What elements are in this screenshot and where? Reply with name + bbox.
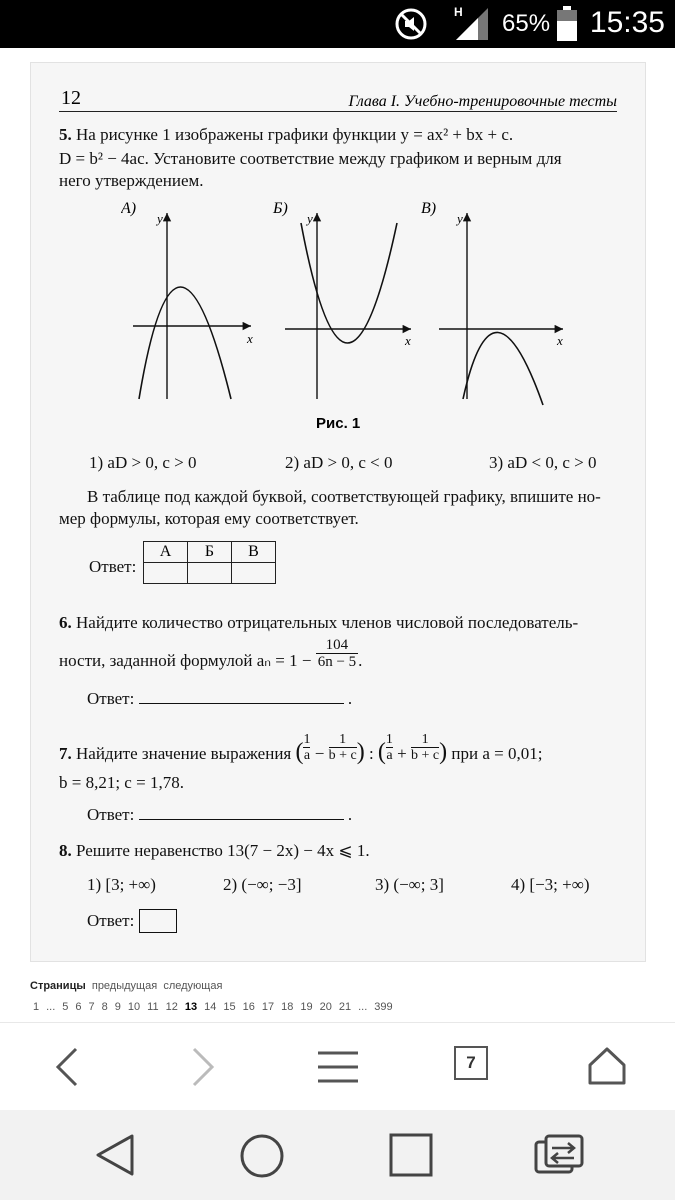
q6-text-2: ности, заданной формулой aₙ = 1 − $\frac{104}{6n - 5}$ . xyxy=(59,636,363,670)
pager-page-link[interactable]: 13 xyxy=(184,1001,198,1013)
pager-page-link[interactable]: 15 xyxy=(223,1001,236,1013)
pager-page-link[interactable]: 17 xyxy=(261,1001,275,1013)
table-cell-c[interactable] xyxy=(232,563,276,584)
graph-a xyxy=(121,200,253,399)
pager-page-link[interactable]: 7 xyxy=(88,1001,95,1013)
q5-option-1: 1) aD > 0, c > 0 xyxy=(89,453,197,472)
answer-table xyxy=(143,541,276,584)
system-recents-icon[interactable] xyxy=(388,1132,434,1178)
table-cell-a[interactable] xyxy=(144,563,188,584)
pager-page-link[interactable]: 399 xyxy=(374,1001,393,1013)
network-type: H xyxy=(454,5,463,19)
q6-answer-blank[interactable] xyxy=(139,689,344,704)
table-header-b: Б xyxy=(188,542,232,563)
q6-frac-num: 104 xyxy=(316,637,358,654)
pager-page-link[interactable]: 5 xyxy=(62,1001,69,1013)
pager-page-link[interactable]: 18 xyxy=(281,1001,294,1013)
table-header-a: А xyxy=(144,542,188,563)
table-header-c: В xyxy=(232,542,276,563)
q8-option-4: 4) [−3; +∞) xyxy=(511,875,590,894)
graph-c-y: y xyxy=(457,211,463,226)
pager-page-link[interactable]: 9 xyxy=(114,1001,121,1013)
q7-answer-blank[interactable] xyxy=(139,805,344,820)
home-icon[interactable] xyxy=(586,1045,628,1087)
parabola-b xyxy=(301,223,397,343)
pager-page-link[interactable]: 19 xyxy=(300,1001,313,1013)
battery-icon xyxy=(556,6,578,42)
graph-c-label: В) xyxy=(421,200,437,217)
q7-text-2: b = 8,21; c = 1,78. xyxy=(59,773,184,792)
q8-option-3: 3) (−∞; 3] xyxy=(375,875,444,894)
q6-frac-den: 6n − 5 xyxy=(317,653,357,670)
browser-toolbar xyxy=(0,1022,675,1111)
system-home-icon[interactable] xyxy=(238,1132,286,1180)
pager-page-link[interactable]: 11 xyxy=(147,1001,159,1013)
q5-text-1: 5. На рисунке 1 изображены графики функции y = ax² + bx + c. xyxy=(59,125,514,144)
back-icon[interactable] xyxy=(52,1045,82,1089)
q5-answer-label: Ответ: xyxy=(89,557,137,576)
page-number: 12 xyxy=(61,87,81,109)
pager-page-list xyxy=(33,1001,400,1013)
pager-ellipsis: ... xyxy=(358,1001,368,1013)
pager-prev-link[interactable]: предыдущая xyxy=(91,980,158,992)
pager-page-link[interactable]: 12 xyxy=(165,1001,178,1013)
parabola-a xyxy=(139,287,231,399)
table-cell-b[interactable] xyxy=(188,563,232,584)
pager-page-link[interactable]: 1 xyxy=(33,1001,40,1013)
q6-text-1: 6. Найдите количество отрицательных членов числовой последователь- xyxy=(59,613,579,632)
pager-page-link[interactable]: 20 xyxy=(319,1001,332,1013)
graph-b-x: x xyxy=(405,333,411,348)
q8-answer-label: Ответ: xyxy=(87,911,135,930)
q8-answer-box[interactable] xyxy=(139,909,177,933)
pager-page-link[interactable]: 10 xyxy=(127,1001,141,1013)
system-nav-bar xyxy=(0,1110,675,1200)
q5-instruction-2: мер формулы, которая ему соответствует. xyxy=(59,509,359,528)
graph-a-label: А) xyxy=(121,200,137,217)
header-rule xyxy=(59,111,617,112)
q5-option-3: 3) aD < 0, c > 0 xyxy=(489,453,597,472)
pager-page-link[interactable]: 14 xyxy=(204,1001,217,1013)
q8-option-2: 2) (−∞; −3] xyxy=(223,875,302,894)
tabs-button[interactable]: 7 xyxy=(454,1046,488,1080)
menu-icon[interactable] xyxy=(316,1049,360,1085)
q5-text-2: D = b² − 4ac. Установите соответствие между графиком и верным для xyxy=(59,149,562,168)
pager-page-link[interactable]: 8 xyxy=(101,1001,108,1013)
signal-icon xyxy=(452,4,492,42)
pager-page-link[interactable]: 21 xyxy=(338,1001,352,1013)
mute-icon xyxy=(394,7,428,41)
graph-a-x: x xyxy=(247,331,253,346)
graph-b-label: Б) xyxy=(273,200,288,217)
graph-b-y: y xyxy=(307,211,313,226)
figure-caption: Рис. 1 xyxy=(316,415,361,432)
graph-b xyxy=(272,200,411,399)
q8-text: 8. Решите неравенство 13(7 − 2x) − 4x ⩽ 1. xyxy=(59,841,370,860)
pager-page-link[interactable]: 16 xyxy=(242,1001,255,1013)
pager-next-link[interactable]: следующая xyxy=(163,980,223,992)
switch-sim-icon[interactable] xyxy=(530,1132,586,1178)
battery-percent: 65% xyxy=(502,10,551,37)
parabola-graphs xyxy=(121,193,581,433)
parabola-c xyxy=(463,332,543,405)
q7-text-1: 7. Найдите значение выражения ( $\frac{1}{a}$ − $\frac{1}{b + c}$ ) : ( $\frac{1}{a}$ + $\frac{1}{b + c}$ ) при a = 0,01; xyxy=(59,731,543,765)
textbook-page[interactable] xyxy=(30,62,646,962)
q6-answer: Ответ: . xyxy=(87,689,353,708)
pager-ellipsis: ... xyxy=(46,1001,56,1013)
chapter-title: Глава I. Учебно-тренировочные тесты xyxy=(348,93,617,110)
clock: 15:35 xyxy=(589,6,665,39)
q5-instruction-1: В таблице под каждой буквой, соответствующей графику, впишите но- xyxy=(87,487,601,506)
pager xyxy=(30,980,222,992)
q5-text-3: него утверждением. xyxy=(59,171,204,190)
q7-answer: Ответ: . xyxy=(87,805,353,824)
pager-page-link[interactable]: 6 xyxy=(75,1001,82,1013)
forward-icon[interactable] xyxy=(188,1045,218,1089)
system-back-icon[interactable] xyxy=(94,1132,136,1178)
q5-option-2: 2) aD > 0, c < 0 xyxy=(285,453,393,472)
graph-c-x: x xyxy=(557,333,563,348)
pager-label: Страницы xyxy=(30,980,86,992)
q8-option-1: 1) [3; +∞) xyxy=(87,875,156,894)
status-bar xyxy=(0,0,675,48)
graph-a-y: y xyxy=(157,211,163,226)
graph-c xyxy=(421,200,563,405)
